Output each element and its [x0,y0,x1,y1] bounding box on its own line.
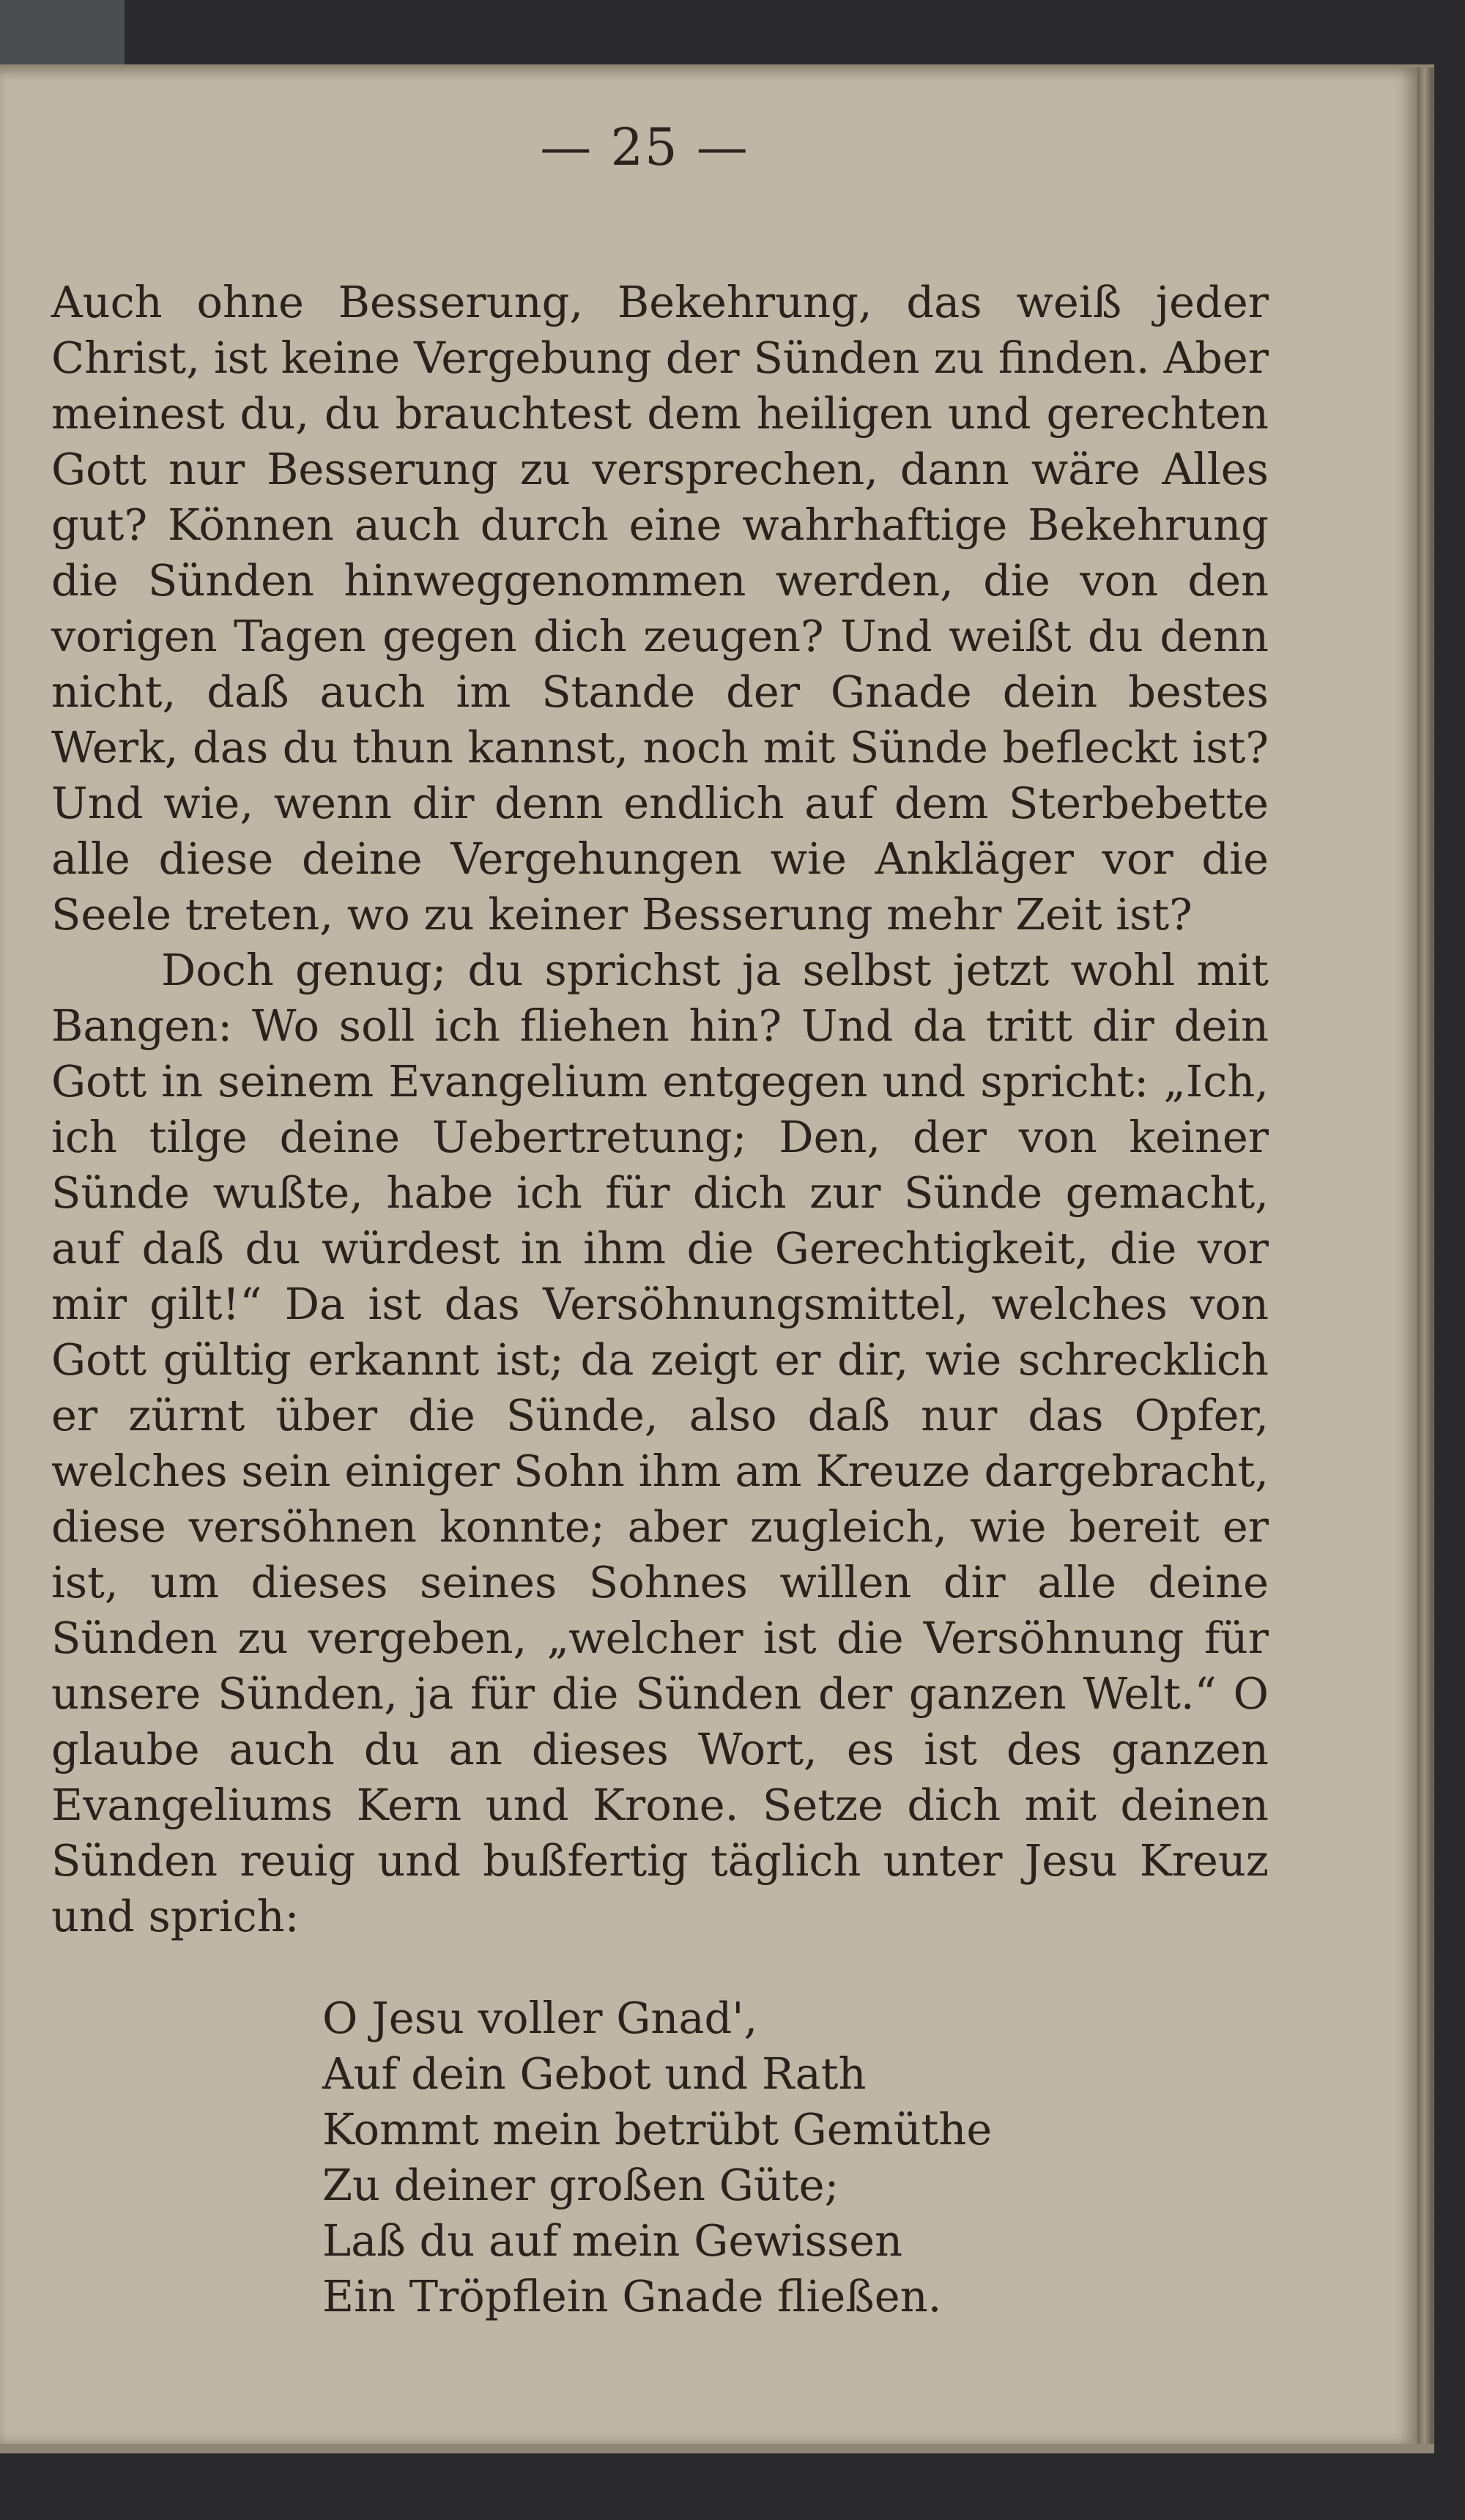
paragraph: Auch ohne Besserung, Bekehrung, das weiß jeder Christ, ist keine Vergebung der Sünden zu finden. Aber meinest du, du brauchtest dem heiligen und gerechten Gott nur Besserung zu versprechen, dann wäre Alles gut? Können auch durch eine wahrhaftige Bekehrung die Sünden hinweggenommen werden, die von den vorigen Tagen gegen dich zeugen? Und weißt du denn nicht, daß auch im Stande der Gnade dein bestes Werk, das du thun kannst, noch mit Sünde befleckt ist? Und wie, wenn dir denn endlich auf dem Sterbebette alle diese deine Vergehungen wie Ankläger vor die Seele treten, wo zu keiner Besserung mehr Zeit ist? [51,277,1269,940]
hymn-verse [322,1991,1201,2324]
paragraph: Doch genug; du sprichst ja selbst jetzt wohl mit Bangen: Wo soll ich fliehen hin? Und da tritt dir dein Gott in seinem Evangelium entgegen und spricht: „Ich, ich tilge deine Uebertretung; Den, der von keiner Sünde wußte, habe ich für dich zur Sünde gemacht, auf daß du würdest in ihm die Gerechtigkeit, die vor mir gilt!“ Da ist das Versöhnungsmittel, welches von Gott gültig erkannt ist; da zeigt er dir, wie schrecklich er zürnt über die Sünde, also daß nur das Opfer, welches sein einiger Sohn ihm am Kreuze dargebracht, diese versöhnen konnte; aber zugleich, wie bereit er ist, um dieses seines Sohnes willen dir alle deine Sünden zu vergeben, „welcher ist die Versöhnung für unsere Sünden, ja für die Sünden der ganzen Welt.“ O glaube auch du an dieses Wort, es ist des ganzen Evangeliums Kern und Krone. Setze dich mit deinen Sünden reuig und bußfertig täglich unter Jesu Kreuz und sprich: [51,945,1269,1941]
page-edge [1417,67,1434,2444]
page-number: — 25 — [540,117,749,177]
verse-line: Zu deiner großen Güte; [322,2160,839,2210]
verse-line: Laß du auf mein Gewissen [322,2215,903,2266]
scan-background [0,0,125,66]
verse-line: Kommt mein betrübt Gemüthe [322,2104,993,2155]
verse-line: O Jesu voller Gnad', [322,1993,758,2043]
verse-line: Ein Tröpflein Gnade fließen. [322,2271,942,2322]
verse-line: Auf dein Gebot und Rath [322,2048,867,2099]
body-text [51,275,1269,1944]
